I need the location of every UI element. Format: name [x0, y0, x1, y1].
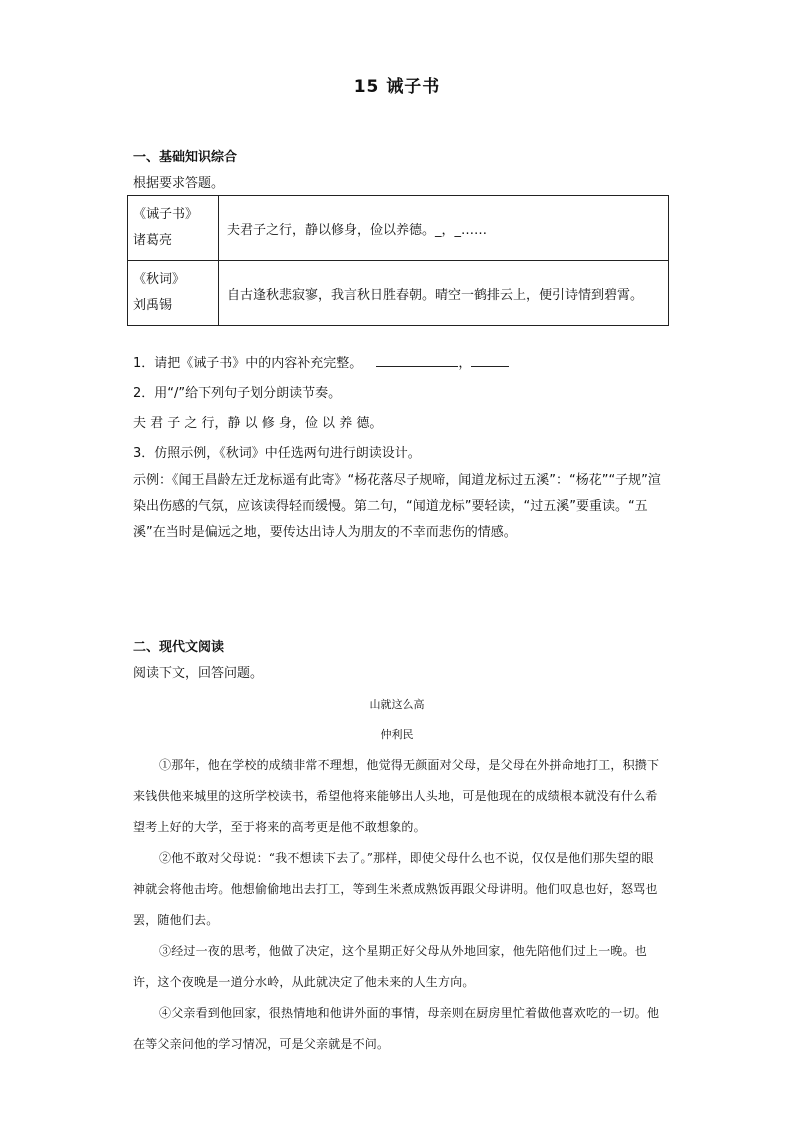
poem-table	[127, 195, 669, 326]
article-paragraph: ③经过一夜的思考，他做了决定，这个星期正好父母从外地回家，他先陪他们过上一晚。也许，这个夜晚是一道分水岭，从此就决定了他未来的人生方向。	[133, 944, 648, 989]
poem-text: 夫君子之行，静以修身，俭以养德。_，_……	[219, 196, 669, 261]
article-author: 仲利民	[380, 728, 414, 741]
example-paragraph: 示例：《闻王昌龄左迁龙标遥有此寄》“杨花落尽子规啼，闻道龙标过五溪”：“杨花”“子规”渲染出伤感的气氛，应该读得轻而缓慢。第二句，“闻道龙标”要轻读，“过五溪”要重读。“五溪”在当时是偏远之地，要传达出诗人为朋友的不幸而悲伤的情感。	[133, 473, 661, 540]
question-2-sentence: 夫 君 子 之 行，静 以 修 身，俭 以 养 德。	[133, 416, 383, 431]
question-1-text: 1．请把《诫子书》中的内容补充完整。	[133, 356, 363, 371]
poem-title: 《诫子书》	[133, 207, 199, 222]
section1-heading: 一、基础知识综合	[133, 150, 238, 165]
poem-text: 自古逢秋悲寂寥，我言秋日胜春朝。晴空一鹤排云上，便引诗情到碧霄。	[219, 261, 669, 326]
question-2: 2．用“/”给下列句子划分朗读节奏。	[133, 386, 342, 401]
article-paragraph: ②他不敢对父母说：“我不想读下去了。”那样，即使父母什么也不说，仅仅是他们那失望的眼神就会将他击垮。他想偷偷地出去打工，等到生米煮成熟饭再跟父母讲明。他们叹息也好，怒骂也罢，随他们去。	[133, 851, 658, 927]
section1-instruction: 根据要求答题。	[133, 176, 225, 191]
article-paragraph: ①那年，他在学校的成绩非常不理想，他觉得无颜面对父母，是父母在外拼命地打工，积攒下来钱供他来城里的这所学校读书，希望他将来能够出人头地，可是他现在的成绩根本就没有什么希望考上好的大学，至于将来的高考更是他不敢想象的。	[133, 758, 660, 834]
table-row	[128, 196, 669, 261]
poem-title: 《秋词》	[133, 272, 186, 287]
answer-blank-2[interactable]	[471, 354, 509, 367]
poem-source-cell	[128, 261, 219, 326]
section2-instruction: 阅读下文，回答问题。	[133, 666, 264, 681]
article-paragraph: ④父亲看到他回家，很热情地和他讲外面的事情，母亲则在厨房里忙着做他喜欢吃的一切。他在等父亲问他的学习情况，可是父亲就是不问。	[133, 1006, 660, 1051]
table-row	[128, 261, 669, 326]
question-1	[133, 352, 509, 371]
page-title: 15 诫子书	[353, 77, 441, 97]
poem-source-cell	[128, 196, 219, 261]
article-title: 山就这么高	[369, 698, 425, 711]
poem-author: 诸葛亮	[133, 233, 173, 248]
blank-separator: ，	[458, 356, 472, 371]
poem-author: 刘禹锡	[133, 298, 173, 313]
section2-heading: 二、现代文阅读	[133, 640, 225, 655]
question-3: 3．仿照示例，《秋词》中任选两句进行朗读设计。	[133, 446, 421, 461]
answer-blank-1[interactable]	[376, 354, 458, 367]
